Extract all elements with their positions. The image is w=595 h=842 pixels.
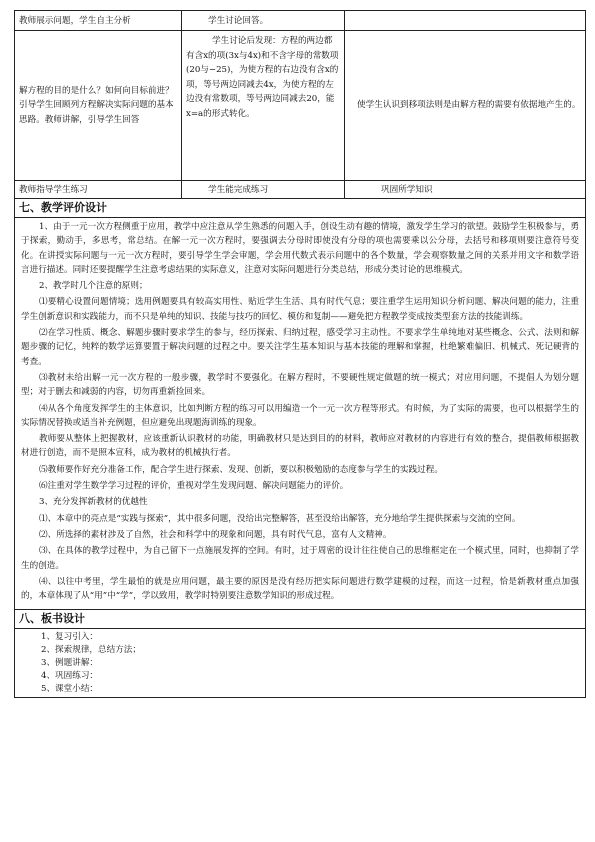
evaluation-paragraph: ⑵、所选择的素材涉及了自然，社会和科学中的现象和问题，具有时代气息，富有人文精神。 xyxy=(39,529,392,540)
board-item: 5、课堂小结： xyxy=(41,683,99,694)
teacher-activity-cell: 教师指导学生练习 xyxy=(15,181,182,199)
student-activity-cell: 学生能完成练习 xyxy=(182,181,345,199)
section-header-row xyxy=(15,199,586,218)
evaluation-paragraph: ⑶教材未给出解一元一次方程的一般步骤，教学时不要强化。在解方程时，不要硬性规定做题的统一模式；对应用问题，不提倡人为划分题型；对于删去和减弱的内容，切勿再重新捡回来。 xyxy=(21,372,579,398)
board-item: 3、例题讲解： xyxy=(41,658,99,669)
board-item: 1、复习引入： xyxy=(41,632,99,643)
student-activity-cell xyxy=(182,31,345,181)
section-header-row xyxy=(15,610,586,629)
table-row xyxy=(15,181,586,199)
board-item: 4、巩固练习： xyxy=(41,670,99,681)
student-discussion-text: 学生讨论后发现：方程的两边都有含x的项(3x与4x)和不含字母的常数项(20与−25)，为使方程的右边没有含x的项，等号两边同减去4x，为使方程的左边没有常数项，等号两边同减去20，能x=a的形式转化。 xyxy=(186,36,339,119)
board-item: 2、探索规律，总结方法； xyxy=(41,645,141,656)
evaluation-paragraph: ⑷、以往中考里，学生最怕的就是应用问题，最主要的原因是没有经历把实际问题进行数学建模的过程，而这一过程，恰是新教材重点加强的，本章体现了从“用”中“学”，学以致用，教学时特别要注意数学知识的形成过程。 xyxy=(21,576,579,602)
section-body-row xyxy=(15,218,586,610)
section8-title: 八、板书设计 xyxy=(15,610,586,629)
evaluation-paragraph: ⑷从各个角度发挥学生的主体意识，比如判断方程的练习可以用编造一个一元一次方程等形式。有时候，为了实际的需要，也可以根据学生的实际情况替换或适当补充例题，但应避免出现题海训练的现象。 xyxy=(21,403,579,428)
design-intent-cell: 使学生认识到移项法则是由解方程的需要有依据地产生的。 xyxy=(345,31,586,181)
table-row xyxy=(15,11,586,31)
design-intent-cell: 巩固所学知识 xyxy=(345,181,586,199)
evaluation-paragraph: 3、充分发挥新教材的优越性 xyxy=(39,497,148,508)
section-body-row xyxy=(15,629,586,698)
student-activity-cell: 学生讨论回答。 xyxy=(182,11,345,31)
teacher-activity-cell: 解方程的目的是什么？如何向目标前进？引导学生回顾列方程解决实际问题的基本思路。教师讲解，引导学生回答 xyxy=(15,31,182,181)
evaluation-paragraph: ⑸教师要作好充分准备工作，配合学生进行探索、发现、创新，要以积极勉励的态度参与学生的实践过程。 xyxy=(39,464,443,475)
evaluation-paragraph: ⑶、在具体的教学过程中，为自己留下一点施展发挥的空间。有时，过于周密的设计往往使自己的思维框定在一个模式里，同时，也抑制了学生的创造。 xyxy=(21,546,579,571)
evaluation-paragraph: 教师要从整体上把握教材，应该重新认识教材的功能，明确教材只是达到目的的材料，教师应对教材的内容进行有效的整合，提倡教师根据教材进行创造，而不是照本宣科，成为教材的机械执行者。 xyxy=(21,434,579,459)
evaluation-paragraph: ⑹注重对学生数学学习过程的评价，重视对学生发现问题、解决问题能力的评价。 xyxy=(39,481,349,492)
section7-body xyxy=(15,218,586,610)
section8-body xyxy=(15,629,586,698)
section7-title: 七、教学评价设计 xyxy=(15,199,586,218)
design-intent-cell xyxy=(345,11,586,31)
evaluation-paragraph: ⑴、本章中的亮点是“实践与探索”，其中很多问题，没给出完整解答，甚至没给出解答，充分地给学生提供探索与交流的空间。 xyxy=(39,513,521,524)
evaluation-paragraph: 1、由于一元一次方程侧重于应用，教学中应注意从学生熟悉的问题入手，创设生动有趣的情境，激发学生学习的欲望。鼓励学生积极参与，勇于探索，勤动手，多思考，常总结。在解一元一次方程时，要强调去分母时即使没有分母的项也需要乘以公分母，去括号和移项则要注意符号变化。在讲授实际问题与一元一次方程时，要引导学生学会审题，学会用代数式表示问题中的各个数量，学会观察数量之间的关系并用文字和数学语言进行描述。同时还要提醒学生注意考虑结果的实际意义，注意对实际问题进行分类总结，形成分类讨论的思维模式。 xyxy=(21,222,579,275)
evaluation-paragraph: ⑴要精心设置问题情境；选用例题要具有较高实用性、贴近学生生活、具有时代气息；要注重学生运用知识分析问题、解决问题的能力，注重学生创新意识和实践能力，而不只是单纯的知识、技能与技巧的回忆、模仿和复制——避免把方程教学变成按类型套方法的技能训练。 xyxy=(21,297,579,322)
teacher-activity-cell: 教师展示问题，学生自主分析 xyxy=(15,11,182,31)
lesson-plan-sheet xyxy=(14,10,585,698)
table-row xyxy=(15,31,586,181)
evaluation-paragraph: 2、教学时几个注意的原则； xyxy=(39,281,148,292)
lesson-plan-table xyxy=(14,10,586,698)
evaluation-paragraph: ⑵在学习性质、概念、解题步骤时要求学生的参与，经历探索、归纳过程，感受学习主动性。不要求学生单纯地对某些概念、公式、法则和解题步骤的记忆，纯粹的数学运算要置于解决问题的过程之中。要关注学生基本知识与基本技能的理解和掌握，杜绝繁难偏旧、机械式、死记硬背的考查。 xyxy=(21,328,579,367)
